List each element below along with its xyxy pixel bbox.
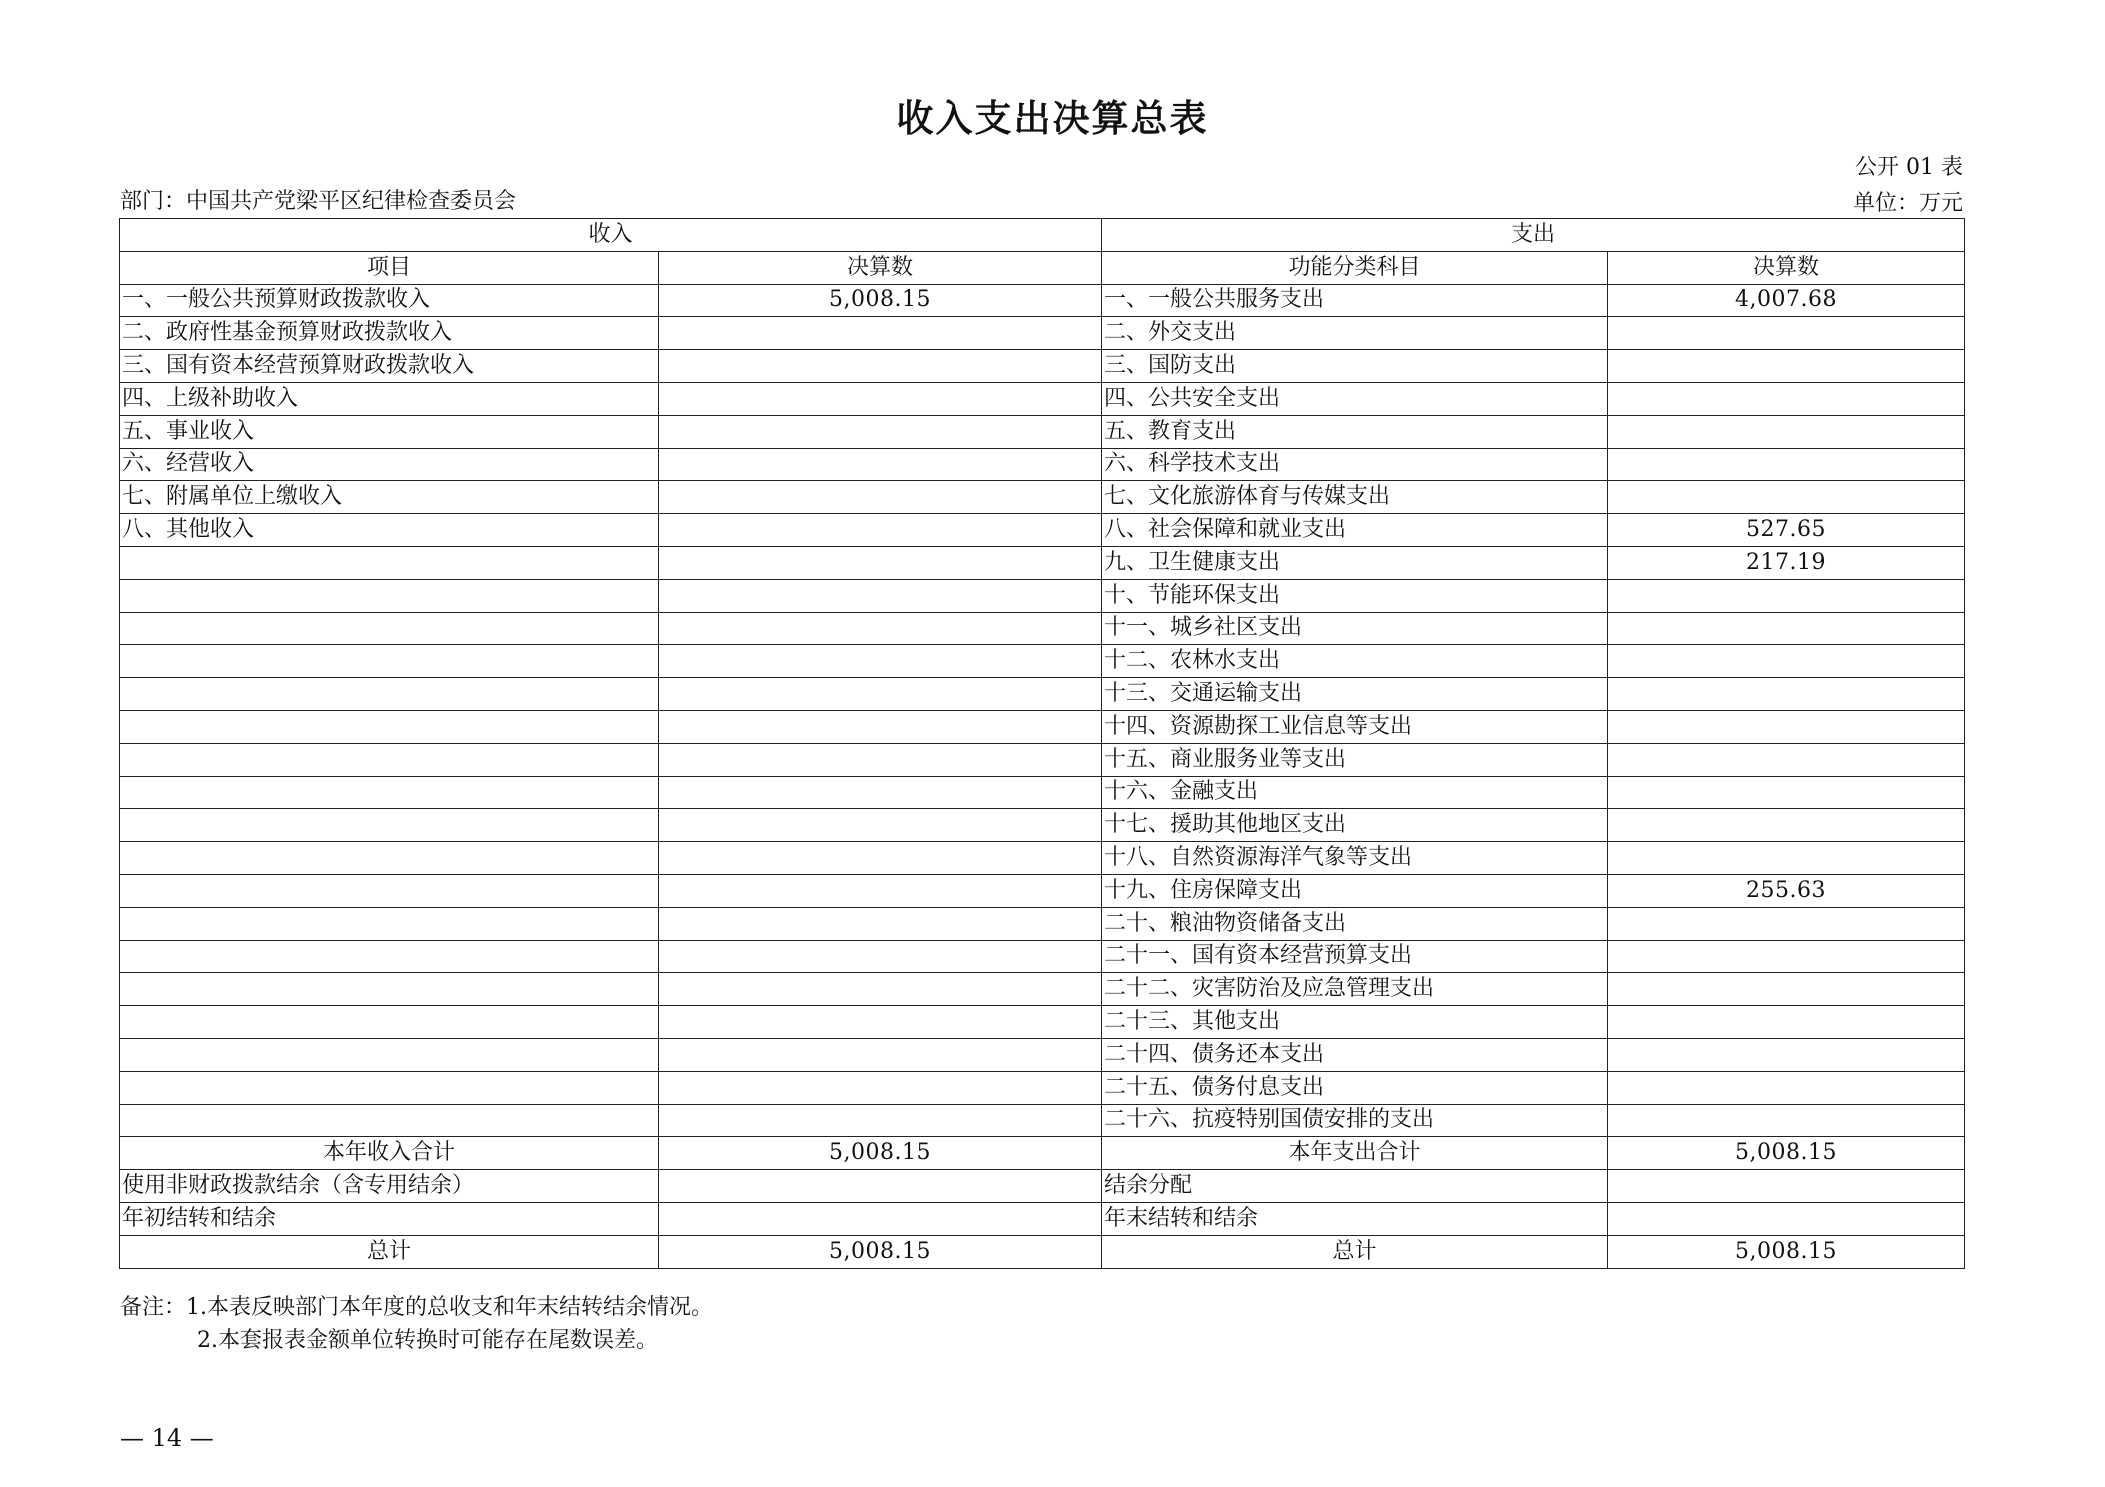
expense-amount-cell	[1608, 317, 1965, 350]
income-item-cell	[120, 842, 659, 875]
expense-item-cell: 六、科学技术支出	[1102, 448, 1608, 481]
table-row	[120, 940, 1965, 973]
table-row	[120, 546, 1965, 579]
expense-item-cell: 二十五、债务付息支出	[1102, 1071, 1608, 1104]
income-item-cell: 六、经营收入	[120, 448, 659, 481]
table-row	[120, 1038, 1965, 1071]
page-number: — 14 —	[120, 1424, 214, 1452]
table-row	[120, 776, 1965, 809]
expense-amount-cell	[1608, 743, 1965, 776]
table-row	[120, 874, 1965, 907]
income-amount-cell	[659, 678, 1102, 711]
expense-amount-cell	[1608, 481, 1965, 514]
expense-item-cell: 十三、交通运输支出	[1102, 678, 1608, 711]
expense-amount-cell	[1608, 1006, 1965, 1039]
expense-item-cell: 十一、城乡社区支出	[1102, 612, 1608, 645]
income-item-cell: 一、一般公共预算财政拨款收入	[120, 284, 659, 317]
income-amount-cell	[659, 448, 1102, 481]
expense-amount-cell	[1608, 579, 1965, 612]
expense-item-cell: 二十一、国有资本经营预算支出	[1102, 940, 1608, 973]
income-item-cell: 总计	[120, 1235, 659, 1268]
expense-amount-cell: 5,008.15	[1608, 1235, 1965, 1268]
income-item-cell: 年初结转和结余	[120, 1202, 659, 1235]
expense-amount-header: 决算数	[1608, 251, 1965, 284]
table-row	[120, 743, 1965, 776]
table-code: 公开 01 表	[1855, 155, 1963, 180]
expense-item-cell: 十七、援助其他地区支出	[1102, 809, 1608, 842]
summary-row	[120, 1137, 1965, 1170]
income-item-cell: 二、政府性基金预算财政拨款收入	[120, 317, 659, 350]
income-item-cell: 四、上级补助收入	[120, 382, 659, 415]
income-item-cell	[120, 546, 659, 579]
expense-amount-cell	[1608, 1170, 1965, 1203]
expense-item-cell: 三、国防支出	[1102, 350, 1608, 383]
expense-item-cell: 年末结转和结余	[1102, 1202, 1608, 1235]
expense-item-cell: 十二、农林水支出	[1102, 645, 1608, 678]
table-row	[120, 514, 1965, 547]
page-title: 收入支出决算总表	[896, 96, 1209, 140]
income-item-cell	[120, 1104, 659, 1137]
income-amount-cell	[659, 317, 1102, 350]
table-body	[120, 284, 1965, 1268]
table-row	[120, 710, 1965, 743]
income-item-cell	[120, 612, 659, 645]
income-amount-cell	[659, 1104, 1102, 1137]
table-row	[120, 645, 1965, 678]
expense-amount-cell	[1608, 973, 1965, 1006]
income-item-cell	[120, 743, 659, 776]
table-row	[120, 415, 1965, 448]
expense-item-header: 功能分类科目	[1102, 251, 1608, 284]
expense-amount-cell	[1608, 809, 1965, 842]
table-row	[120, 317, 1965, 350]
table-row	[120, 1006, 1965, 1039]
income-item-cell: 七、附属单位上缴收入	[120, 481, 659, 514]
income-item-cell	[120, 907, 659, 940]
summary-row	[120, 1170, 1965, 1203]
income-amount-cell	[659, 1071, 1102, 1104]
expense-item-cell: 本年支出合计	[1102, 1137, 1608, 1170]
table-row	[120, 973, 1965, 1006]
summary-row	[120, 1235, 1965, 1268]
expense-item-cell: 八、社会保障和就业支出	[1102, 514, 1608, 547]
income-amount-cell: 5,008.15	[659, 1137, 1102, 1170]
income-amount-cell	[659, 546, 1102, 579]
table-row	[120, 842, 1965, 875]
income-amount-cell	[659, 710, 1102, 743]
expense-amount-cell	[1608, 710, 1965, 743]
expense-amount-cell	[1608, 940, 1965, 973]
expense-item-cell: 十八、自然资源海洋气象等支出	[1102, 842, 1608, 875]
expense-item-cell: 十五、商业服务业等支出	[1102, 743, 1608, 776]
expense-amount-cell	[1608, 776, 1965, 809]
unit-label: 单位：万元	[1852, 191, 1963, 216]
expense-amount-cell: 5,008.15	[1608, 1137, 1965, 1170]
expense-item-cell: 一、一般公共服务支出	[1102, 284, 1608, 317]
income-amount-cell	[659, 645, 1102, 678]
expense-amount-cell	[1608, 1202, 1965, 1235]
income-section-header: 收入	[120, 219, 1102, 252]
income-item-cell	[120, 645, 659, 678]
income-amount-cell	[659, 350, 1102, 383]
income-amount-cell	[659, 612, 1102, 645]
income-item-cell	[120, 579, 659, 612]
section-header-row	[120, 219, 1965, 252]
expense-amount-cell	[1608, 907, 1965, 940]
income-amount-cell	[659, 809, 1102, 842]
expense-amount-cell	[1608, 382, 1965, 415]
table-row	[120, 481, 1965, 514]
expense-amount-cell	[1608, 448, 1965, 481]
income-item-cell: 五、事业收入	[120, 415, 659, 448]
expense-item-cell: 二、外交支出	[1102, 317, 1608, 350]
table-row	[120, 612, 1965, 645]
department-label: 部门：中国共产党梁平区纪律检查委员会	[120, 189, 517, 214]
income-item-cell	[120, 1038, 659, 1071]
expense-item-cell: 九、卫生健康支出	[1102, 546, 1608, 579]
income-amount-cell: 5,008.15	[659, 284, 1102, 317]
expense-item-cell: 十四、资源勘探工业信息等支出	[1102, 710, 1608, 743]
income-amount-header: 决算数	[659, 251, 1102, 284]
income-amount-cell	[659, 514, 1102, 547]
expense-amount-cell	[1608, 1038, 1965, 1071]
table-row	[120, 1104, 1965, 1137]
table-row	[120, 284, 1965, 317]
expense-item-cell: 七、文化旅游体育与传媒支出	[1102, 481, 1608, 514]
income-item-cell	[120, 1006, 659, 1039]
expense-amount-cell	[1608, 415, 1965, 448]
expense-item-cell: 四、公共安全支出	[1102, 382, 1608, 415]
notes	[120, 1291, 713, 1357]
expense-amount-cell: 527.65	[1608, 514, 1965, 547]
income-item-cell	[120, 940, 659, 973]
income-item-cell	[120, 1071, 659, 1104]
expense-item-cell: 二十、粮油物资储备支出	[1102, 907, 1608, 940]
table-row	[120, 678, 1965, 711]
table-row	[120, 809, 1965, 842]
expense-amount-cell	[1608, 678, 1965, 711]
note-line-2: 2.本套报表金额单位转换时可能存在尾数误差。	[197, 1328, 658, 1353]
income-amount-cell	[659, 743, 1102, 776]
expense-item-cell: 结余分配	[1102, 1170, 1608, 1203]
expense-amount-cell	[1608, 1104, 1965, 1137]
expense-item-cell: 二十三、其他支出	[1102, 1006, 1608, 1039]
expense-amount-cell: 217.19	[1608, 546, 1965, 579]
expense-item-cell: 十六、金融支出	[1102, 776, 1608, 809]
income-amount-cell	[659, 973, 1102, 1006]
income-amount-cell	[659, 481, 1102, 514]
income-item-cell: 使用非财政拨款结余（含专用结余）	[120, 1170, 659, 1203]
expense-section-header: 支出	[1102, 219, 1965, 252]
income-item-cell: 本年收入合计	[120, 1137, 659, 1170]
expense-item-cell: 五、教育支出	[1102, 415, 1608, 448]
expense-amount-cell: 4,007.68	[1608, 284, 1965, 317]
income-amount-cell	[659, 776, 1102, 809]
income-item-header: 项目	[120, 251, 659, 284]
expense-amount-cell	[1608, 1071, 1965, 1104]
income-item-cell	[120, 710, 659, 743]
income-amount-cell	[659, 842, 1102, 875]
income-amount-cell	[659, 1202, 1102, 1235]
expense-item-cell: 二十六、抗疫特别国债安排的支出	[1102, 1104, 1608, 1137]
income-amount-cell	[659, 1006, 1102, 1039]
income-amount-cell	[659, 382, 1102, 415]
income-amount-cell	[659, 579, 1102, 612]
expense-item-cell: 十、节能环保支出	[1102, 579, 1608, 612]
income-item-cell	[120, 776, 659, 809]
table-row	[120, 350, 1965, 383]
expense-item-cell: 二十二、灾害防治及应急管理支出	[1102, 973, 1608, 1006]
table-row	[120, 579, 1965, 612]
income-amount-cell	[659, 1038, 1102, 1071]
income-amount-cell	[659, 1170, 1102, 1203]
table-row	[120, 1071, 1965, 1104]
expense-amount-cell	[1608, 842, 1965, 875]
income-amount-cell	[659, 907, 1102, 940]
income-item-cell	[120, 678, 659, 711]
column-header-row	[120, 251, 1965, 284]
expense-item-cell: 十九、住房保障支出	[1102, 874, 1608, 907]
expense-amount-cell	[1608, 645, 1965, 678]
income-amount-cell: 5,008.15	[659, 1235, 1102, 1268]
expense-item-cell: 总计	[1102, 1235, 1608, 1268]
table-row	[120, 382, 1965, 415]
income-item-cell: 三、国有资本经营预算财政拨款收入	[120, 350, 659, 383]
income-amount-cell	[659, 940, 1102, 973]
income-amount-cell	[659, 874, 1102, 907]
income-amount-cell	[659, 415, 1102, 448]
expense-amount-cell: 255.63	[1608, 874, 1965, 907]
income-item-cell	[120, 973, 659, 1006]
income-item-cell	[120, 874, 659, 907]
expense-item-cell: 二十四、债务还本支出	[1102, 1038, 1608, 1071]
note-line-1: 备注：1.本表反映部门本年度的总收支和年末结转结余情况。	[120, 1295, 713, 1320]
summary-row	[120, 1202, 1965, 1235]
expense-amount-cell	[1608, 350, 1965, 383]
income-item-cell: 八、其他收入	[120, 514, 659, 547]
table-row	[120, 907, 1965, 940]
expense-amount-cell	[1608, 612, 1965, 645]
budget-summary-table	[119, 218, 1965, 1269]
table-row	[120, 448, 1965, 481]
income-item-cell	[120, 809, 659, 842]
